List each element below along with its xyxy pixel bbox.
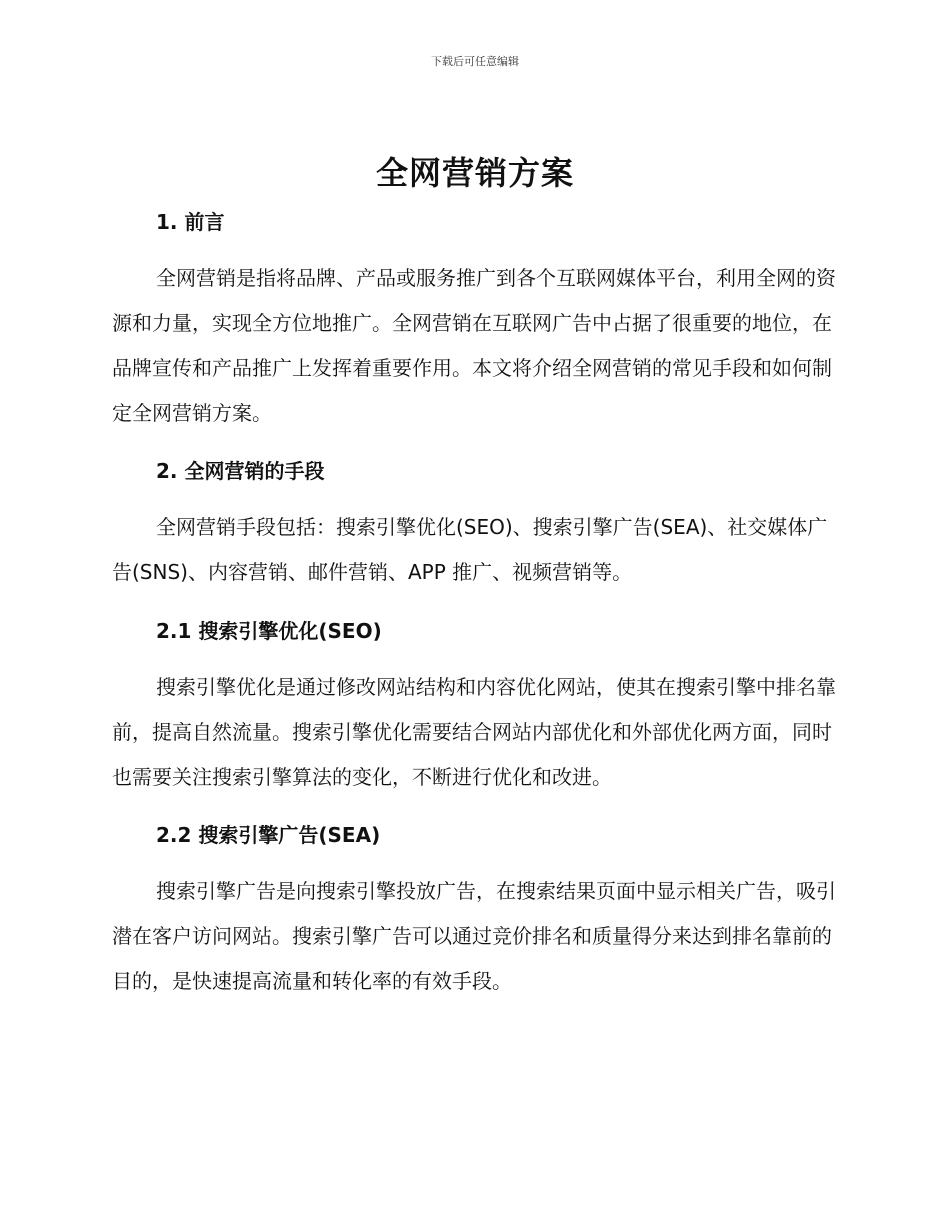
section-heading-seo: 2.1 搜索引擎优化(SEO) (156, 619, 382, 643)
section-body-seo: 搜索引擎优化是通过修改网站结构和内容优化网站，使其在搜索引擎中排名靠前，提高自然流量。搜索引擎优化需要结合网站内部优化和外部优化两方面，同时也需要关注搜索引擎算法的变化，不断进行优化和改进。 (112, 675, 836, 789)
document-title: 全网营销方案 (375, 154, 574, 192)
section-body-sea: 搜索引擎广告是向搜索引擎投放广告，在搜索结果页面中显示相关广告，吸引潜在客户访问网站。搜索引擎广告可以通过竞价排名和质量得分来达到排名靠前的目的，是快速提高流量和转化率的有效手段。 (112, 879, 836, 993)
section-heading-preface: 1. 前言 (156, 210, 225, 234)
section-heading-sea: 2.2 搜索引擎广告(SEA) (156, 823, 381, 847)
section-heading-methods: 2. 全网营销的手段 (156, 459, 325, 483)
section-body-methods: 全网营销手段包括：搜索引擎优化(SEO)、搜索引擎广告(SEA)、社交媒体广告(SNS)、内容营销、邮件营销、APP 推广、视频营销等。 (112, 515, 828, 584)
page-header-note: 下载后可任意编辑 (431, 55, 519, 68)
section-body-preface: 全网营销是指将品牌、产品或服务推广到各个互联网媒体平台，利用全网的资源和力量，实现全方位地推广。全网营销在互联网广告中占据了很重要的地位，在品牌宣传和产品推广上发挥着重要作用。本文将介绍全网营销的常见手段和如何制定全网营销方案。 (112, 266, 836, 425)
